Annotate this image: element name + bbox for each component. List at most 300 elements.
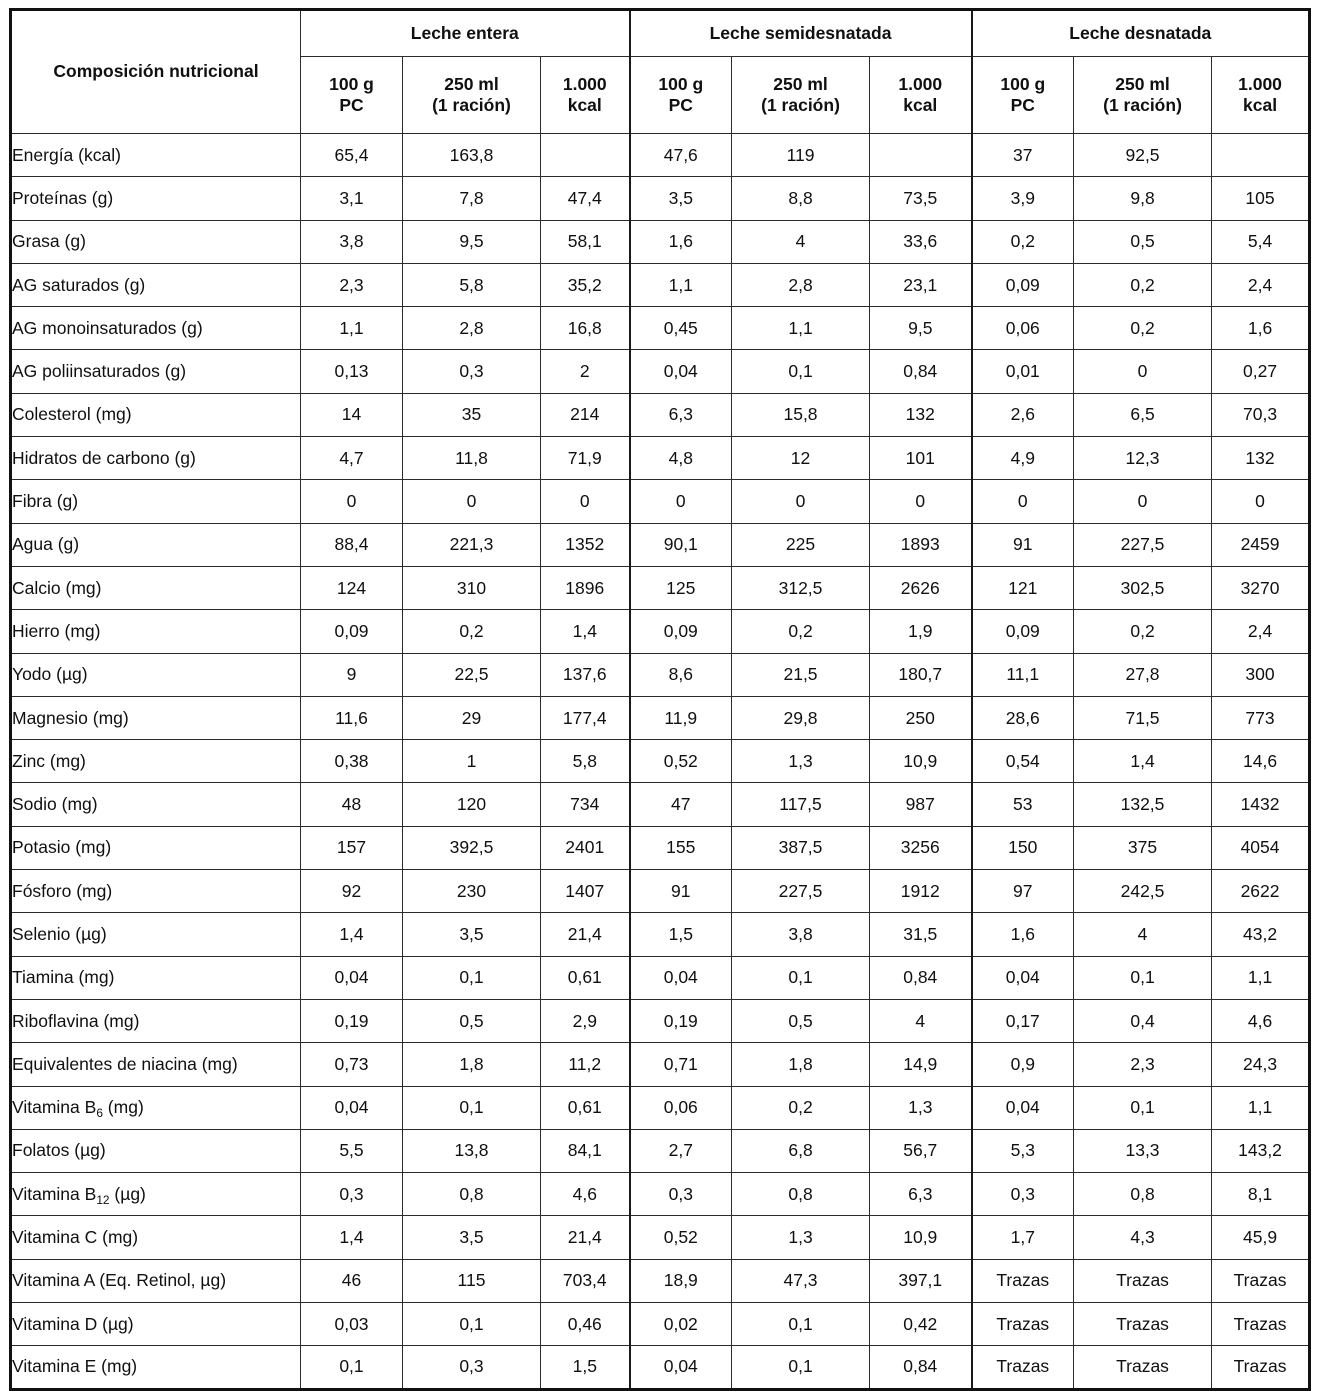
table-cell: 0,04: [972, 956, 1074, 999]
table-cell: 2: [541, 350, 630, 393]
table-cell: 1,1: [732, 307, 870, 350]
table-cell: 6,3: [630, 393, 732, 436]
table-cell: 132: [870, 393, 972, 436]
table-cell: 53: [972, 783, 1074, 826]
table-row: [11, 177, 1310, 220]
table-cell: Trazas: [972, 1346, 1074, 1389]
row-label: Calcio (mg): [11, 566, 301, 609]
table-cell: 0,1: [403, 1086, 541, 1129]
table-cell: 0: [301, 480, 403, 523]
subheader-1000-kcal-group1: [541, 57, 630, 134]
table-cell: 0,04: [630, 1346, 732, 1389]
row-label: AG saturados (g): [11, 263, 301, 306]
table-cell: 0: [972, 480, 1074, 523]
table-cell: 90,1: [630, 523, 732, 566]
table-cell: 24,3: [1212, 1043, 1310, 1086]
table-cell: 0,1: [1074, 956, 1212, 999]
table-cell: 0,2: [732, 610, 870, 653]
table-cell: 0,1: [732, 956, 870, 999]
table-cell: 0,1: [1074, 1086, 1212, 1129]
table-cell: 9,8: [1074, 177, 1212, 220]
table-cell: 1,4: [301, 1216, 403, 1259]
table-cell: 1,4: [1074, 740, 1212, 783]
table-cell: 71,9: [541, 437, 630, 480]
table-cell: Trazas: [972, 1303, 1074, 1346]
table-cell: 3,9: [972, 177, 1074, 220]
table-cell: 0,84: [870, 1346, 972, 1389]
table-cell: [1212, 134, 1310, 177]
table-cell: 121: [972, 566, 1074, 609]
table-cell: 1,1: [1212, 1086, 1310, 1129]
table-cell: 12: [732, 437, 870, 480]
row-label: Agua (g): [11, 523, 301, 566]
table-cell: 10,9: [870, 740, 972, 783]
table-cell: 0,09: [972, 263, 1074, 306]
table-row: [11, 696, 1310, 739]
table-cell: 0,2: [732, 1086, 870, 1129]
table-row: [11, 1173, 1310, 1216]
table-cell: 0,1: [403, 1303, 541, 1346]
row-label: Sodio (mg): [11, 783, 301, 826]
table-cell: 0,42: [870, 1303, 972, 1346]
table-cell: 397,1: [870, 1259, 972, 1302]
table-cell: 43,2: [1212, 913, 1310, 956]
subheader-line-2: PC: [1010, 95, 1035, 115]
table-cell: 8,6: [630, 653, 732, 696]
table-cell: 1912: [870, 870, 972, 913]
row-label: Vitamina $B_{12}$ (µg): [11, 1173, 301, 1216]
subheader-line-2: (1 ración): [761, 95, 840, 115]
table-cell: 0: [403, 480, 541, 523]
table-cell: 3,5: [403, 1216, 541, 1259]
table-cell: 1352: [541, 523, 630, 566]
table-cell: 0,27: [1212, 350, 1310, 393]
subheader-line-2: kcal: [903, 95, 938, 115]
table-cell: 1,6: [1212, 307, 1310, 350]
table-cell: Trazas: [1212, 1259, 1310, 1302]
table-cell: 11,9: [630, 696, 732, 739]
table-cell: 31,5: [870, 913, 972, 956]
table-cell: 4: [870, 999, 972, 1042]
table-cell: 97: [972, 870, 1074, 913]
table-row: [11, 134, 1310, 177]
table-cell: 0,19: [301, 999, 403, 1042]
table-cell: 5,3: [972, 1129, 1074, 1172]
table-cell: 11,8: [403, 437, 541, 480]
table-cell: 4: [732, 220, 870, 263]
table-cell: 0,52: [630, 1216, 732, 1259]
table-row: [11, 350, 1310, 393]
table-cell: 1,5: [541, 1346, 630, 1389]
table-cell: 250: [870, 696, 972, 739]
table-cell: 0: [1074, 350, 1212, 393]
table-cell: 11,1: [972, 653, 1074, 696]
row-label: Tiamina (mg): [11, 956, 301, 999]
table-cell: 0,61: [541, 956, 630, 999]
table-cell: 157: [301, 826, 403, 869]
table-cell: 47,3: [732, 1259, 870, 1302]
row-label: Yodo (µg): [11, 653, 301, 696]
table-row: [11, 480, 1310, 523]
table-row: [11, 740, 1310, 783]
table-cell: 73,5: [870, 177, 972, 220]
table-cell: 1,5: [630, 913, 732, 956]
table-cell: 0,2: [1074, 263, 1212, 306]
table-cell: 15,8: [732, 393, 870, 436]
table-cell: 177,4: [541, 696, 630, 739]
table-cell: 5,5: [301, 1129, 403, 1172]
table-row: [11, 220, 1310, 263]
table-cell: 225: [732, 523, 870, 566]
table-cell: 0: [630, 480, 732, 523]
row-label: Magnesio (mg): [11, 696, 301, 739]
table-cell: 0,03: [301, 1303, 403, 1346]
table-cell: 703,4: [541, 1259, 630, 1302]
subheader-line-2: (1 ración): [1103, 95, 1182, 115]
table-cell: 3,5: [630, 177, 732, 220]
table-cell: 4,8: [630, 437, 732, 480]
table-cell: 70,3: [1212, 393, 1310, 436]
table-cell: 0,5: [403, 999, 541, 1042]
table-cell: 1: [403, 740, 541, 783]
table-cell: 46: [301, 1259, 403, 1302]
table-row: [11, 610, 1310, 653]
table-cell: 0,84: [870, 956, 972, 999]
table-cell: 0,09: [301, 610, 403, 653]
table-cell: 9: [301, 653, 403, 696]
table-row: [11, 653, 1310, 696]
table-cell: 0,3: [972, 1173, 1074, 1216]
table-cell: 0,52: [630, 740, 732, 783]
subheader-line-2: PC: [668, 95, 693, 115]
table-cell: 45,9: [1212, 1216, 1310, 1259]
table-cell: 91: [630, 870, 732, 913]
row-label: Proteínas (g): [11, 177, 301, 220]
table-cell: 137,6: [541, 653, 630, 696]
table-cell: 91: [972, 523, 1074, 566]
table-row: [11, 1043, 1310, 1086]
table-cell: 1,8: [732, 1043, 870, 1086]
table-cell: 2626: [870, 566, 972, 609]
table-cell: 1,3: [732, 1216, 870, 1259]
table-cell: 117,5: [732, 783, 870, 826]
table-cell: 1,3: [732, 740, 870, 783]
row-label: Vitamina D (µg): [11, 1303, 301, 1346]
row-label: Vitamina E (mg): [11, 1346, 301, 1389]
table-cell: 6,3: [870, 1173, 972, 1216]
table-cell: 1,1: [1212, 956, 1310, 999]
table-row: [11, 913, 1310, 956]
table-cell: 143,2: [1212, 1129, 1310, 1172]
subheader-line-2: kcal: [567, 95, 602, 115]
table-cell: 1,7: [972, 1216, 1074, 1259]
row-label: Vitamina C (mg): [11, 1216, 301, 1259]
group-header-leche-entera: Leche entera: [301, 10, 630, 57]
table-cell: 71,5: [1074, 696, 1212, 739]
subheader-100g-pc-group3: [972, 57, 1074, 134]
table-cell: 47,4: [541, 177, 630, 220]
table-cell: 2,3: [1074, 1043, 1212, 1086]
table-cell: 0,04: [301, 956, 403, 999]
table-cell: 0,73: [301, 1043, 403, 1086]
table-cell: 0,8: [732, 1173, 870, 1216]
table-cell: 33,6: [870, 220, 972, 263]
table-cell: 0,84: [870, 350, 972, 393]
table-cell: 0,06: [972, 307, 1074, 350]
table-cell: 0: [541, 480, 630, 523]
table-cell: 132: [1212, 437, 1310, 480]
table-cell: 23,1: [870, 263, 972, 306]
table-cell: 3270: [1212, 566, 1310, 609]
table-cell: 2401: [541, 826, 630, 869]
table-cell: 1,1: [301, 307, 403, 350]
table-cell: 2,8: [732, 263, 870, 306]
table-cell: 0,5: [732, 999, 870, 1042]
table-cell: 0,04: [972, 1086, 1074, 1129]
table-row: [11, 1129, 1310, 1172]
table-row: [11, 1216, 1310, 1259]
table-cell: 1,6: [972, 913, 1074, 956]
table-cell: 14,9: [870, 1043, 972, 1086]
table-cell: 987: [870, 783, 972, 826]
table-cell: Trazas: [1074, 1259, 1212, 1302]
table-cell: 0,06: [630, 1086, 732, 1129]
table-cell: 0,3: [630, 1173, 732, 1216]
table-row: [11, 307, 1310, 350]
table-cell: 2,7: [630, 1129, 732, 1172]
table-cell: 125: [630, 566, 732, 609]
table-cell: 0,04: [630, 350, 732, 393]
corner-header-cell: Composición nutricional: [11, 10, 301, 134]
table-cell: 0,46: [541, 1303, 630, 1346]
table-cell: 29: [403, 696, 541, 739]
subheader-line-1: 250 ml: [1115, 74, 1170, 95]
table-cell: 4054: [1212, 826, 1310, 869]
subheader-line-1: 1.000: [562, 74, 607, 95]
subheader-line-1: 1.000: [898, 74, 943, 95]
table-cell: 1432: [1212, 783, 1310, 826]
table-cell: 3,5: [403, 913, 541, 956]
table-cell: Trazas: [1212, 1346, 1310, 1389]
subheader-line-1: 100 g: [329, 74, 374, 95]
group-header-leche-semidesnatada: Leche semidesnatada: [630, 10, 972, 57]
table-cell: 180,7: [870, 653, 972, 696]
table-cell: 13,3: [1074, 1129, 1212, 1172]
table-cell: 163,8: [403, 134, 541, 177]
subheader-100g-pc-group1: [301, 57, 403, 134]
table-cell: 4: [1074, 913, 1212, 956]
table-cell: 2,8: [403, 307, 541, 350]
subheader-line-2: (1 ración): [432, 95, 511, 115]
table-cell: 3,8: [732, 913, 870, 956]
table-cell: 3,1: [301, 177, 403, 220]
table-cell: 10,9: [870, 1216, 972, 1259]
subheader-line-1: 1.000: [1238, 74, 1282, 95]
table-cell: 0,45: [630, 307, 732, 350]
table-cell: 227,5: [732, 870, 870, 913]
table-cell: 4,7: [301, 437, 403, 480]
table-cell: 0,1: [301, 1346, 403, 1389]
table-cell: 37: [972, 134, 1074, 177]
subheader-line-2: PC: [339, 95, 364, 115]
table-cell: 0,3: [301, 1173, 403, 1216]
table-cell: 13,8: [403, 1129, 541, 1172]
table-cell: 8,8: [732, 177, 870, 220]
table-cell: [541, 134, 630, 177]
table-cell: 47: [630, 783, 732, 826]
table-cell: 4,6: [1212, 999, 1310, 1042]
table-row: [11, 437, 1310, 480]
table-cell: 0: [870, 480, 972, 523]
table-cell: 12,3: [1074, 437, 1212, 480]
table-cell: 302,5: [1074, 566, 1212, 609]
table-cell: 132,5: [1074, 783, 1212, 826]
table-cell: 0,3: [403, 350, 541, 393]
table-cell: 92,5: [1074, 134, 1212, 177]
table-cell: 0,01: [972, 350, 1074, 393]
subheader-line-1: 250 ml: [444, 74, 499, 95]
table-cell: 14: [301, 393, 403, 436]
table-cell: 0: [1212, 480, 1310, 523]
table-cell: 214: [541, 393, 630, 436]
table-cell: 387,5: [732, 826, 870, 869]
table-cell: 375: [1074, 826, 1212, 869]
table-cell: 1,1: [630, 263, 732, 306]
row-label: Vitamina A (Eq. Retinol, µg): [11, 1259, 301, 1302]
table-cell: 5,4: [1212, 220, 1310, 263]
table-cell: 4,6: [541, 1173, 630, 1216]
table-cell: 65,4: [301, 134, 403, 177]
table-row: [11, 263, 1310, 306]
table-cell: 8,1: [1212, 1173, 1310, 1216]
row-label: Folatos (µg): [11, 1129, 301, 1172]
table-cell: 11,6: [301, 696, 403, 739]
subheader-line-1: 100 g: [658, 74, 704, 95]
table-cell: 56,7: [870, 1129, 972, 1172]
table-cell: 58,1: [541, 220, 630, 263]
table-cell: 1,9: [870, 610, 972, 653]
subheader-line-1: 100 g: [1000, 74, 1046, 95]
row-label: AG poliinsaturados (g): [11, 350, 301, 393]
table-cell: 0,1: [403, 956, 541, 999]
table-cell: 0,1: [732, 1303, 870, 1346]
subheader-250ml-racion-group1: [403, 57, 541, 134]
table-cell: 29,8: [732, 696, 870, 739]
table-cell: 18,9: [630, 1259, 732, 1302]
table-cell: 392,5: [403, 826, 541, 869]
row-label: Selenio (µg): [11, 913, 301, 956]
table-cell: 92: [301, 870, 403, 913]
table-cell: 230: [403, 870, 541, 913]
table-cell: 35: [403, 393, 541, 436]
table-header: [11, 10, 1310, 134]
table-cell: 0,5: [1074, 220, 1212, 263]
table-cell: 1893: [870, 523, 972, 566]
table-cell: 4,3: [1074, 1216, 1212, 1259]
table-cell: [870, 134, 972, 177]
table-cell: 119: [732, 134, 870, 177]
table-cell: 0,04: [301, 1086, 403, 1129]
table-row: [11, 1346, 1310, 1389]
table-cell: 0,9: [972, 1043, 1074, 1086]
table-cell: Trazas: [1074, 1303, 1212, 1346]
table-cell: 0,38: [301, 740, 403, 783]
table-row: [11, 523, 1310, 566]
table-cell: 0,02: [630, 1303, 732, 1346]
table-cell: 0,04: [630, 956, 732, 999]
table-cell: 0,09: [972, 610, 1074, 653]
subheader-line-1: 250 ml: [773, 74, 828, 95]
table-cell: 88,4: [301, 523, 403, 566]
table-cell: Trazas: [972, 1259, 1074, 1302]
table-cell: 310: [403, 566, 541, 609]
table-cell: 48: [301, 783, 403, 826]
table-cell: 300: [1212, 653, 1310, 696]
table-cell: 0,8: [1074, 1173, 1212, 1216]
table-cell: 105: [1212, 177, 1310, 220]
table-cell: 0,09: [630, 610, 732, 653]
table-cell: 3,8: [301, 220, 403, 263]
table-cell: 312,5: [732, 566, 870, 609]
table-cell: 242,5: [1074, 870, 1212, 913]
nutrition-composition-table: [9, 8, 1311, 1391]
table-cell: 120: [403, 783, 541, 826]
row-label: Vitamina $B_6$ (mg): [11, 1086, 301, 1129]
table-cell: 773: [1212, 696, 1310, 739]
subheader-1000-kcal-group3: [1212, 57, 1310, 134]
table-cell: 7,8: [403, 177, 541, 220]
table-cell: 0,71: [630, 1043, 732, 1086]
table-cell: 2459: [1212, 523, 1310, 566]
table-cell: 115: [403, 1259, 541, 1302]
table-cell: 3256: [870, 826, 972, 869]
table-cell: 1,4: [301, 913, 403, 956]
table-cell: 1407: [541, 870, 630, 913]
table-cell: 2,3: [301, 263, 403, 306]
table-cell: 0: [1074, 480, 1212, 523]
table-cell: 227,5: [1074, 523, 1212, 566]
table-row: [11, 1259, 1310, 1302]
table-cell: 22,5: [403, 653, 541, 696]
row-label: Potasio (mg): [11, 826, 301, 869]
table-cell: Trazas: [1074, 1346, 1212, 1389]
table-cell: 1,4: [541, 610, 630, 653]
table-cell: 124: [301, 566, 403, 609]
row-label: Colesterol (mg): [11, 393, 301, 436]
table-cell: 0,2: [1074, 307, 1212, 350]
table-cell: Trazas: [1212, 1303, 1310, 1346]
table-cell: 28,6: [972, 696, 1074, 739]
table-row: [11, 826, 1310, 869]
table-cell: 221,3: [403, 523, 541, 566]
table-row: [11, 393, 1310, 436]
table-cell: 2622: [1212, 870, 1310, 913]
row-label: Hidratos de carbono (g): [11, 437, 301, 480]
table-cell: 21,4: [541, 913, 630, 956]
group-header-leche-desnatada: Leche desnatada: [972, 10, 1310, 57]
row-label: Zinc (mg): [11, 740, 301, 783]
table-cell: 150: [972, 826, 1074, 869]
table-cell: 0,8: [403, 1173, 541, 1216]
table-body: [11, 134, 1310, 1390]
table-cell: 1,6: [630, 220, 732, 263]
table-cell: 0,2: [1074, 610, 1212, 653]
table-cell: 2,4: [1212, 263, 1310, 306]
table-cell: 1,3: [870, 1086, 972, 1129]
table-cell: 1896: [541, 566, 630, 609]
table-cell: 0,54: [972, 740, 1074, 783]
table-cell: 16,8: [541, 307, 630, 350]
